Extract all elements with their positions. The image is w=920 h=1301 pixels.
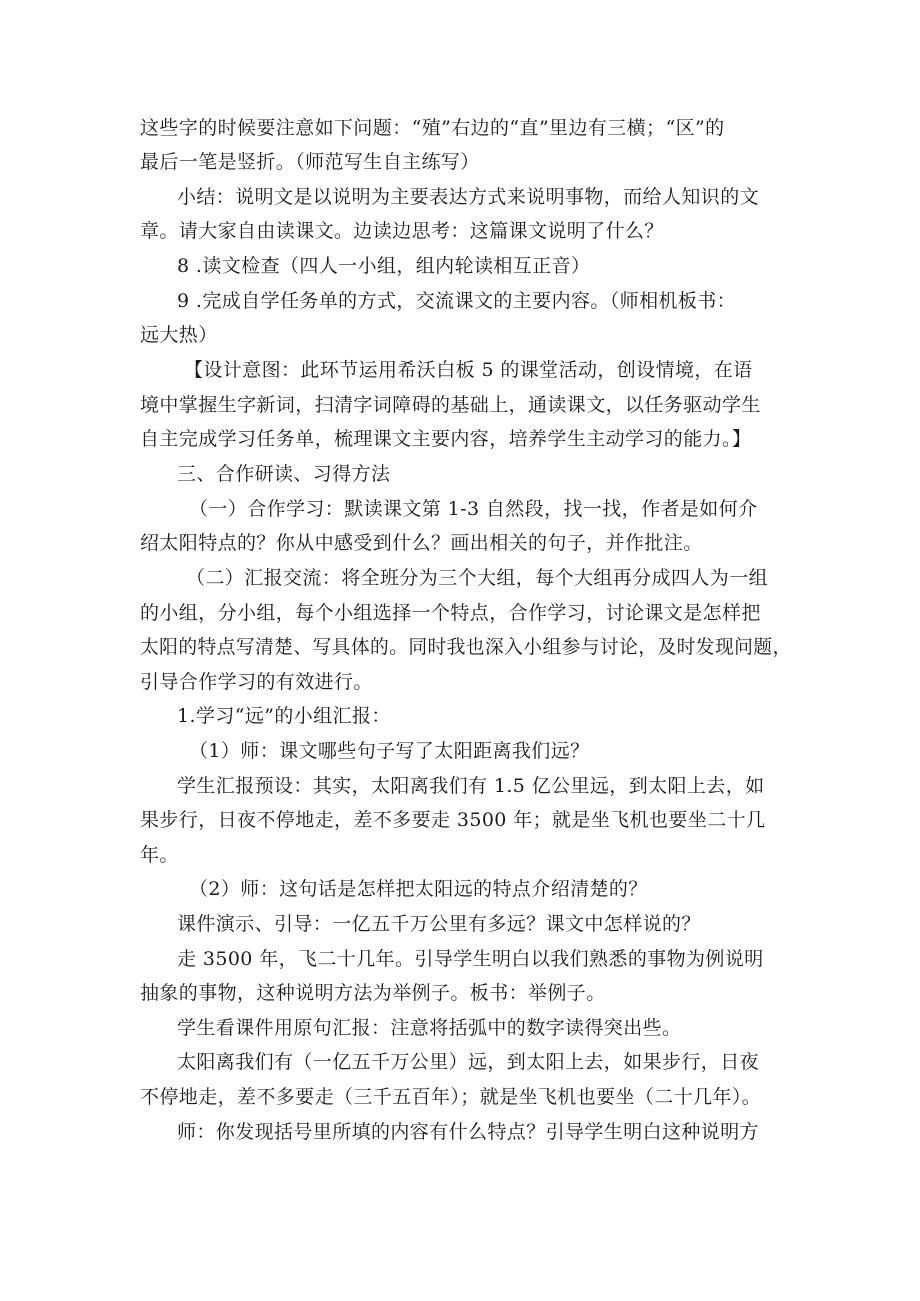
text-line: 师：你发现括号里所填的内容有什么特点？引导学生明白这种说明方 [177, 1121, 760, 1143]
list-item: 9 .完成自学任务单的方式，交流课文的主要内容。（师相机板书： [177, 290, 737, 312]
text-line: 绍太阳特点的？你从中感受到什么？画出相关的句子，并作批注。 [140, 532, 703, 554]
subsection-heading: （二）汇报交流：将全班分为三个大组，每个大组再分成四人为一组 [186, 567, 769, 589]
text-line: 学生看课件用原句汇报：注意将括弧中的数字读得突出些。 [177, 1017, 682, 1039]
text-line: 太阳的特点写清楚、写具体的。同时我也深入小组参与讨论，及时发现问题， [140, 636, 792, 658]
list-item: 8 .读文检查（四人一小组，组内轮读相互正音） [177, 255, 591, 277]
design-intent-note: 自主完成学习任务单，梳理课文主要内容，培养学生主动学习的能力。】 [140, 428, 752, 450]
text-line: 抽象的事物，这种说明方法为举例子。板书：举例子。 [140, 982, 606, 1004]
section-heading: 三、合作研读、习得方法 [177, 463, 391, 485]
text-line: 年。 [140, 844, 179, 866]
text-line: 走 3500 年，飞二十几年。引导学生明白以我们熟悉的事物为例说明 [177, 948, 764, 970]
design-intent-note: 境中掌握生字新词，扫清字词障碍的基础上，通读课文，以任务驱动学生 [140, 394, 761, 416]
text-line: 章。请大家自由读课文。边读边思考：这篇课文说明了什么？ [140, 220, 664, 242]
text-line: 引导合作学习的有效进行。 [140, 671, 373, 693]
text-line: 的小组，分小组，每个小组选择一个特点，合作学习，讨论课文是怎样把 [140, 602, 761, 624]
text-line: 果步行，日夜不停地走，差不多要走 3500 年；就是坐飞机也要坐二十几 [140, 809, 766, 831]
list-item: 1.学习“远”的小组汇报： [177, 705, 391, 727]
text-line: 最后一笔是竖折。（师范写生自主练写） [140, 151, 480, 173]
subsection-heading: （一）合作学习：默读课文第 1-3 自然段，找一找，作者是如何介 [189, 498, 758, 520]
design-intent-note: 【设计意图：此环节运用希沃白板 5 的课堂活动，创设情境，在语 [184, 359, 753, 381]
text-line: 不停地走，差不多要走（三千五百年）；就是坐飞机也要坐（二十几年）。 [140, 1086, 762, 1108]
text-line: 远大热） [140, 324, 218, 346]
text-line: 学生汇报预设：其实，太阳离我们有 1.5 亿公里远，到太阳上去，如 [177, 775, 765, 797]
list-item: （1）师：课文哪些句子写了太阳距离我们远？ [189, 740, 590, 762]
text-line: 课件演示、引导：一亿五千万公里有多远？课文中怎样说的？ [177, 913, 701, 935]
list-item: （2）师：这句话是怎样把太阳远的特点介绍清楚的？ [189, 878, 648, 900]
text-line: 小结：说明文是以说明为主要表达方式来说明事物，而给人知识的文 [177, 186, 760, 208]
text-line: 这些字的时候要注意如下问题：“殖”右边的“直”里边有三横；“区”的 [140, 117, 725, 139]
text-line: 太阳离我们有（一亿五千万公里）远，到太阳上去，如果步行，日夜 [177, 1051, 760, 1073]
